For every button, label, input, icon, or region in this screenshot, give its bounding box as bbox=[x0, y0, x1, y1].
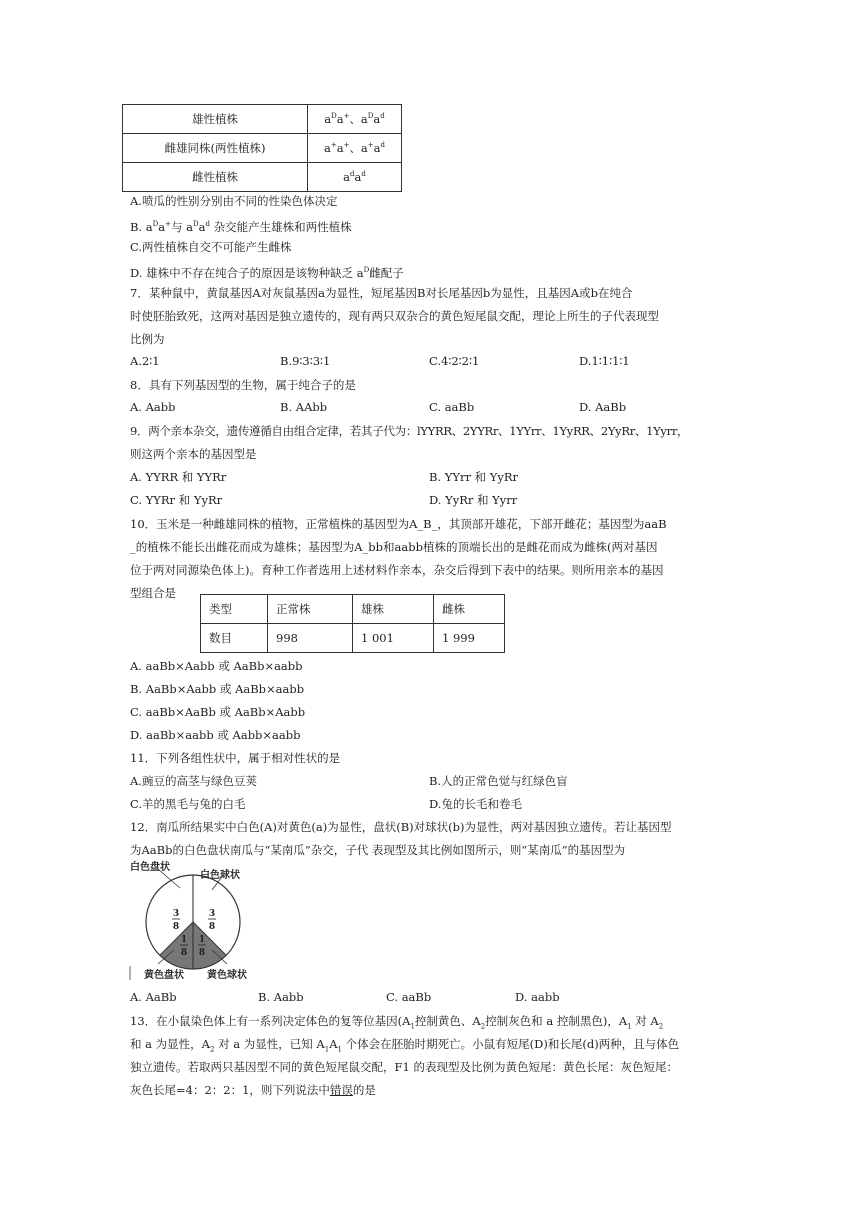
q10-stem: 10．玉米是一种雌雄同株的植物，正常植株的基因型为A_B_，其顶部开雄花，下部开雌花；基因型为aaB bbox=[130, 517, 667, 531]
q10-option-a: A. aaBb×Aabb 或 AaBb×aabb bbox=[130, 659, 303, 673]
q12-option-c: C. aaBb bbox=[386, 990, 432, 1004]
q7-option-d: D.1∶1∶1∶1 bbox=[579, 354, 630, 368]
q7-option-b: B.9∶3∶3∶1 bbox=[280, 354, 331, 368]
pie-label-yellow-ball: 黄色球状 bbox=[207, 970, 247, 981]
fraction-white-ball-den: 8 bbox=[208, 922, 216, 932]
q13-stem: 独立遗传。若取两只基因型不同的黄色短尾鼠交配，F1 的表现型及比例为黄色短尾：黄色长尾：灰色短尾： bbox=[130, 1060, 678, 1074]
genotype-cell: $a^da^d$ bbox=[308, 163, 402, 192]
table-row bbox=[123, 163, 402, 192]
table-cell: 998 bbox=[268, 624, 353, 653]
genotype-cell: $a^Da^+$、$a^Da^d$ bbox=[308, 105, 402, 134]
q10-option-d: D. aaBb×aabb 或 Aabb×aabb bbox=[130, 728, 301, 742]
q7-stem: 时使胚胎致死，这两对基因是独立遗传的，现有两只双杂合的黄色短尾鼠交配，理论上所生的子代表现型 bbox=[130, 309, 659, 323]
q10-stem: _的植株不能长出雌花而成为雄株；基因型为A_bb和aabb植株的顶端长出的是雌花而成为雌株(两对基因 bbox=[130, 540, 658, 554]
fraction-yellow-disc-num: 1 bbox=[180, 935, 188, 945]
q11-option-c: C.羊的黑毛与兔的白毛 bbox=[130, 797, 246, 811]
q12-option-a: A. AaBb bbox=[130, 990, 177, 1004]
sex-genotype-table bbox=[122, 104, 402, 192]
q7-option-a: A.2∶1 bbox=[130, 354, 160, 368]
q8-option-c: C. aaBb bbox=[429, 400, 475, 414]
table-cell: 雌雄同株(两性植株) bbox=[123, 134, 308, 163]
fraction-white-disc-num: 3 bbox=[172, 909, 180, 919]
table-row bbox=[201, 595, 505, 624]
table-row bbox=[201, 624, 505, 653]
table-header: 雌株 bbox=[434, 595, 505, 624]
fraction-yellow-ball-num: 1 bbox=[198, 935, 206, 945]
q10-stem: 位于两对同源染色体上)。育种工作者选用上述材料作亲本，杂交后得到下表中的结果。则所用亲本的基因 bbox=[130, 563, 664, 577]
q6-option-c: C.两性植株自交不可能产生雌株 bbox=[130, 240, 292, 254]
table-row bbox=[123, 134, 402, 163]
q9-option-c: C. YYRr 和 YyRr bbox=[130, 493, 223, 507]
table-cell: 雄性植株 bbox=[123, 105, 308, 134]
pie-label-yellow-disc: 黄色盘状 bbox=[144, 970, 184, 981]
table-cell: 1 999 bbox=[434, 624, 505, 653]
pie-label-white-ball: 白色球状 bbox=[200, 870, 240, 881]
q12-option-d: D. aabb bbox=[515, 990, 560, 1004]
q7-stem: 比例为 bbox=[130, 332, 165, 346]
table-header: 类型 bbox=[201, 595, 268, 624]
q12-option-b: B. Aabb bbox=[258, 990, 304, 1004]
q12-stem: 12．南瓜所结果实中白色(A)对黄色(a)为显性，盘状(B)对球状(b)为显性，两对基因独立遗传。若让基因型 bbox=[130, 820, 672, 834]
q11-option-d: D.兔的长毛和卷毛 bbox=[429, 797, 522, 811]
q8-stem: 8．具有下列基因型的生物，属于纯合子的是 bbox=[130, 378, 356, 392]
q11-option-a: A.豌豆的高茎与绿色豆荚 bbox=[130, 774, 257, 788]
table-row bbox=[123, 105, 402, 134]
q6-option-d: D. 雄株中不存在纯合子的原因是该物种缺乏 $a^D$雌配子 bbox=[130, 265, 404, 280]
q9-option-b: B. YYrr 和 YyRr bbox=[429, 470, 518, 484]
q11-stem: 11．下列各组性状中，属于相对性状的是 bbox=[130, 751, 341, 765]
q13-stem: 和 a 为显性，$A_2$ 对 a 为显性，已知 $A_1A_1$ 个体会在胚胎时期死亡。小鼠有短尾(D)和长尾(d)两种，且与体色 bbox=[130, 1037, 680, 1054]
q12-stem: 为AaBb的白色盘状南瓜与“某南瓜”杂交，子代 表现型及其比例如图所示，则“某南瓜”的基因型为 bbox=[130, 843, 626, 857]
q7-stem: 7．某种鼠中，黄鼠基因A对灰鼠基因a为显性，短尾基因B对长尾基因b为显性，且基因A或b在纯合 bbox=[130, 286, 633, 300]
fraction-white-disc-den: 8 bbox=[172, 922, 180, 932]
q9-option-a: A. YYRR 和 YYRr bbox=[130, 470, 227, 484]
genotype-cell: a+a+、$a^+a^d$ bbox=[308, 134, 402, 163]
table-header: 雄株 bbox=[353, 595, 434, 624]
fraction-white-ball-num: 3 bbox=[208, 909, 216, 919]
fraction-yellow-disc-den: 8 bbox=[180, 948, 188, 958]
table-header: 正常株 bbox=[268, 595, 353, 624]
q9-stem: 则这两个亲本的基因型是 bbox=[130, 447, 257, 461]
q8-option-b: B. AAbb bbox=[280, 400, 328, 414]
q9-stem: 9．两个亲本杂交，遗传遵循自由组合定律，若其子代为：lYYRR、2YYRr、1YYrr、1YyRR、2YyRr、1Yyrr， bbox=[130, 424, 689, 438]
q13-stem: 灰色长尾=4：2：2：1，则下列说法中错误的是 bbox=[130, 1083, 376, 1097]
q10-option-c: C. aaBb×AaBb 或 AaBb×Aabb bbox=[130, 705, 306, 719]
q10-stem: 型组合是 bbox=[130, 586, 176, 600]
fraction-yellow-ball-den: 8 bbox=[198, 948, 206, 958]
underlined-word: 错误 bbox=[329, 1083, 353, 1097]
q13-stem: 13．在小鼠染色体上有一系列决定体色的复等位基因($A_1$控制黄色、$A_2$控制灰色和 a 控制黑色)，$A_1$ 对 $A_2$ bbox=[130, 1014, 664, 1031]
q11-option-b: B.人的正常色觉与红绿色盲 bbox=[429, 774, 568, 788]
q8-option-a: A. Aabb bbox=[130, 400, 176, 414]
table-cell: 数目 bbox=[201, 624, 268, 653]
q7-option-c: C.4∶2∶2∶1 bbox=[429, 354, 480, 368]
q10-option-b: B. AaBb×Aabb 或 AaBb×aabb bbox=[130, 682, 305, 696]
q8-option-d: D. AaBb bbox=[579, 400, 627, 414]
table-cell: 雌性植株 bbox=[123, 163, 308, 192]
pie-label-white-disc: 白色盘状 bbox=[130, 862, 170, 873]
q9-option-d: D. YyRr 和 Yyrr bbox=[429, 493, 518, 507]
q6-option-a: A.喷瓜的性别分别由不同的性染色体决定 bbox=[130, 194, 338, 208]
q6-option-b: B. $a^Da^+$与 $a^Da^d$ 杂交能产生雄株和两性植株 bbox=[130, 219, 352, 234]
table-cell: 1 001 bbox=[353, 624, 434, 653]
q10-result-table bbox=[200, 594, 505, 653]
